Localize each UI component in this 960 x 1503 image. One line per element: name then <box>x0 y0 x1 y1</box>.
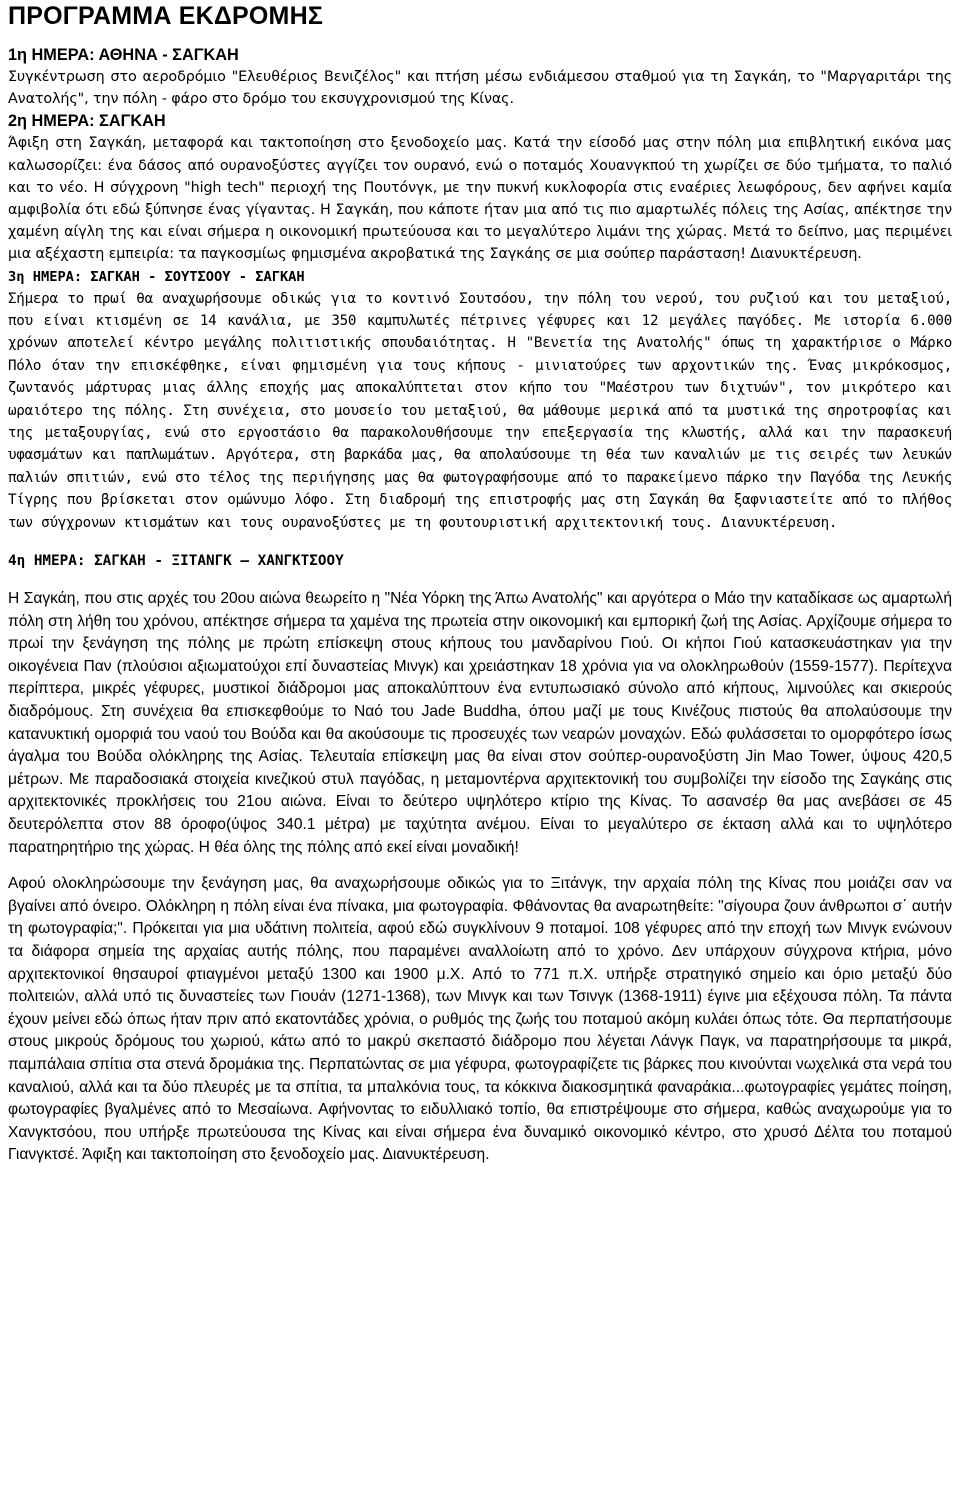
day2-heading: 2η ΗΜΕΡΑ: ΣΑΓΚΑΗ <box>8 112 166 131</box>
paragraph-gap <box>8 859 952 873</box>
document-title: ΠΡΟΓΡΑΜΜΑ ΕΚΔΡΟΜΗΣ <box>8 2 324 30</box>
day4-paragraph-1: Η Σαγκάη, που στις αρχές του 20ου αιώνα θεωρείτο η "Νέα Υόρκη της Άπω Ανατολής" και αργότερα ο Μάο την καταδίκασε ως αμαρτωλή πόλη στη λήθη του χρόνου, απέκτησε σήμερα τα χαμένα της πρωτεία στην οικονομική και εμπορική ζωή της Ασίας. Αρχίζουμε σήμερα το πρωί την ξενάγηση της πόλης με πρώτη επίσκεψη στους κήπους του μανδαρίνου Γιού. Οι κήποι Γιού κατασκευάστηκαν για την οικογένεια Παν (πλούσιοι αξιωματούχοι επί δυναστείας Μινγκ) και χρειάστηκαν 18 χρόνια για να ολοκληρωθούν (1559-1577). Περίτεχνα περίπτερα, μικρές γέφυρες, μυστικοί διάδρομοι μας αποκαλύπτουν ένα εντυπωσιακό σύνολο από κήπους, λιμνούλες και σκιερούς διαδρόμους. Στη συνέχεια θα επισκεφθούμε το Ναό του Jade Buddha, όπου μαζί με τους Κινέζους πιστούς θα απολαύσουμε την κατανυκτική ομορφιά του ναού του Βούδα και θα ακούσουμε τις προσευχές των νεαρών μοναχών. Εδώ φυλάσσεται το ομορφότερο ίσως άγαλμα του Βούδα ολόκληρης της Ασίας. Τελευταία επίσκεψη μας θα είναι στον σούπερ-ουρανοξύστη Jin Mao Tower, ύψους 420,5 μέτρων. Με παραδοσιακά στοιχεία κινεζικού στυλ παγόδας, η μεταμοντέρνα αρχιτεκτονική του συμβολίζει την είσοδο της Σαγκάης στις αρχιτεκτονικές προκλήσεις του 21ου αιώνα. Είναι το δεύτερο υψηλότερο κτίριο της Κίνας. Το ασανσέρ θα μας ανεβάσει σε 45 δευτερόλεπτα στον 88 όροφο(ύψος 340.1 μέτρα) με ταχύτητα ανέμου. Είναι το μεγαλύτερο σε έκταση αλλά και το υψηλότερο παρατηρητήριο της χώρας. Η θέα όλης της πόλης από εκεί είναι μοναδική! <box>8 590 952 856</box>
day3-heading: 3η ΗΜΕΡΑ: ΣΑΓΚΑΗ - ΣΟΥΤΣΟΟΥ - ΣΑΓΚΑΗ <box>8 268 305 285</box>
day2-text: Άφιξη στη Σαγκάη, μεταφορά και τακτοποίηση στο ξενοδοχείο μας. Κατά την είσοδό μας στην πόλη μια επιβλητική εικόνα μας καλωσορίζει: ένα δάσος από ουρανοξύστες αγγίζει τον ουρανό, ενώ ο ποταμός Χουανγκπού τη χωρίζει σε δύο τμήματα, το παλιό και το νέο. Η σύγχρονη "high tech" περιοχή της Πουτόνγκ, με την πυκνή κυκλοφορία στις εναέριες λεωφόρους, δεν αφήνει καμία αμφιβολία ότι εδώ ξύπνησε ένας γίγαντας. Η Σαγκάη, που κάποτε ήταν μια από τις πιο αμαρτωλές πόλεις της Ασίας, απέκτησε την χαμένη αίγλη της και είναι σήμερα η οικονομική πρωτεύουσα και το μεγαλύτερο λιμάνι της χώρας. Μετά το δείπνο, μας περιμένει μια αξέχαστη εμπειρία: τα παγκοσμίως φημισμένα ακροβατικά της Σαγκάης σε μια σούπερ παράσταση! Διανυκτέρευση. <box>8 135 952 263</box>
document-page <box>0 2 960 1167</box>
day4-heading: 4η ΗΜΕΡΑ: ΣΑΓΚΑΗ - ΞΙΤΑΝΓΚ — ΧΑΝΓΚΤΣΟΟΥ <box>8 553 344 570</box>
day1-text: Συγκέντρωση στο αεροδρόμιο "Ελευθέριος Βενιζέλος" και πτήση μέσω ενδιάμεσου σταθμού για τη Σαγκάη, το "Μαργαριτάρι της Ανατολής", την πόλη - φάρο στο δρόμο του εκσυγχρονισμού της Κίνας. <box>8 69 952 108</box>
day3-text: Σήμερα το πρωί θα αναχωρήσουμε οδικώς για το κοντινό Σουτσόου, την πόλη του νερού, του ρυζιού και του μεταξιού, που είναι κτισμένη σε 14 κανάλια, με 350 καμπυλωτές πέτρινες γέφυρες και 12 μεγάλες παγόδες. Με ιστορία 6.000 χρόνων αποτελεί κέντρο μεγάλης πολιτιστικής σπουδαιότητας. Η "Βενετία της Ανατολής" όπως τη χαρακτήρισε ο Μάρκο Πόλο όταν την επισκέφθηκε, είναι φημισμένη για τους κήπους - μινιατούρες των αρχοντικών της. Ένας μικρόκοσμος, ζωντανός μάρτυρας μιας άλλης εποχής μας αποκαλύπτεται στον κήπο του "Μαέστρου των διχτυών", τον μικρότερο και ωραιότερο της πόλης. Στη συνέχεια, στο μουσείο του μεταξιού, θα μάθουμε μερικά από τα μυστικά της σηροτροφίας και της μεταξουργίας, ενώ στο εργοστάσιο θα παρακολουθήσουμε την επεξεργασία της κλωστής, αλλά και την παρασκευή υφασμάτων και παπλωμάτων. Αργότερα, στη βαρκάδα μας, θα απολαύσουμε τη θέα των καναλιών με τις σειρές των λευκών παλιών σπιτιών, ενώ στο τέλος της περιήγησης μας θα φωτογραφήσουμε από το παρακείμενο πάρκο την Παγόδα της Λευκής Τίγρης που βρίσκεται στον ομώνυμο λόφο. Στη διαδρομή της επιστροφής μας στη Σαγκάη θα ξαφνιαστείτε από το πλήθος των σύγχρονων κτισμάτων και τους ουρανοξύστες με τη φουτουριστική αρχιτεκτονική τους. Διανυκτέρευση. <box>8 290 952 531</box>
day1-heading: 1η ΗΜΕΡΑ: ΑΘΗΝΑ - ΣΑΓΚΑΗ <box>8 46 239 64</box>
day4-paragraph-2: Αφού ολοκληρώσουμε την ξενάγηση μας, θα αναχωρήσουμε οδικώς για το Ξιτάνγκ, την αρχαία πόλη της Κίνας που μοιάζει σαν να βγαίνει από όνειρο. Ολόκληρη η πόλη είναι ένα πίνακα, μια φωτογραφία. Φθάνοντας θα αναρωτηθείτε: "σίγουρα ζουν άνθρωποι σ΄ αυτήν τη φωτογραφία;". Πρόκειται για μια υδάτινη πολιτεία, αφού εδώ συγκλίνουν 9 ποταμοί. 108 γέφυρες από την εποχή των Μινγκ ενώνουν τα διάφορα σημεία της αρχαίας αυτής πόλης, που παραμένει αναλλοίωτη από το χρόνο. Δεν υπάρχουν σύγχρονα κτήρια, μόνο αρχιτεκτονικοί θησαυροί φτιαγμένοι μεταξύ 1300 και 1900 μ.Χ. Από το 771 π.Χ. υπήρξε στρατηγικό σημείο και όριο μεταξύ δύο πολιτειών, αλλά υπό τις δυναστείες των Γιουάν (1271-1368), των Μινγκ και των Τσινγκ (1368-1911) έγινε μια εξέχουσα πόλη. Τα πάντα έχουν μείνει εδώ όπως ήταν πριν από εκατοντάδες χρόνια, ο ρυθμός της ζωής του ποταμού ακόμη κυλάει όπως τότε. Θα περπατήσουμε στους μικρούς δρόμους του χωριού, κάτω από το μακρύ σκεπαστό διάδρομο που λέγεται Λάνγκ Παγκ, να παρατηρήσουμε τα μικρά, παμπάλαια σπίτια στα στενά δρομάκια της. Περπατώντας σε μια γέφυρα, φωτογραφίζετε τις βάρκες που κινούνται νωχελικά στα νερά του καναλιού, αλλά και τα δύο πλευρές με τα σπίτια, τα μπαλκόνια τους, τα κόκκινα διακοσμητικά φαναράκια...φωτογραφίες γεμάτες ποίηση, φωτογραφίες βγαλμένες από το Μεσαίωνα. Αφήνοντας το ειδυλλιακό τοπίο, θα επιστρέψουμε στο σήμερα, καθώς αναχωρούμε για το Χανγκτσόου, που υπήρξε πρωτεύουσα της Κίνας και είναι σήμερα ένα δυναμικό οικονομικό κέντρο, στο χρυσό Δέλτα του ποταμού Γιανγκτσέ. Άφιξη και τακτοποίηση στο ξενοδοχείο μας. Διανυκτέρευση. <box>8 875 952 1164</box>
